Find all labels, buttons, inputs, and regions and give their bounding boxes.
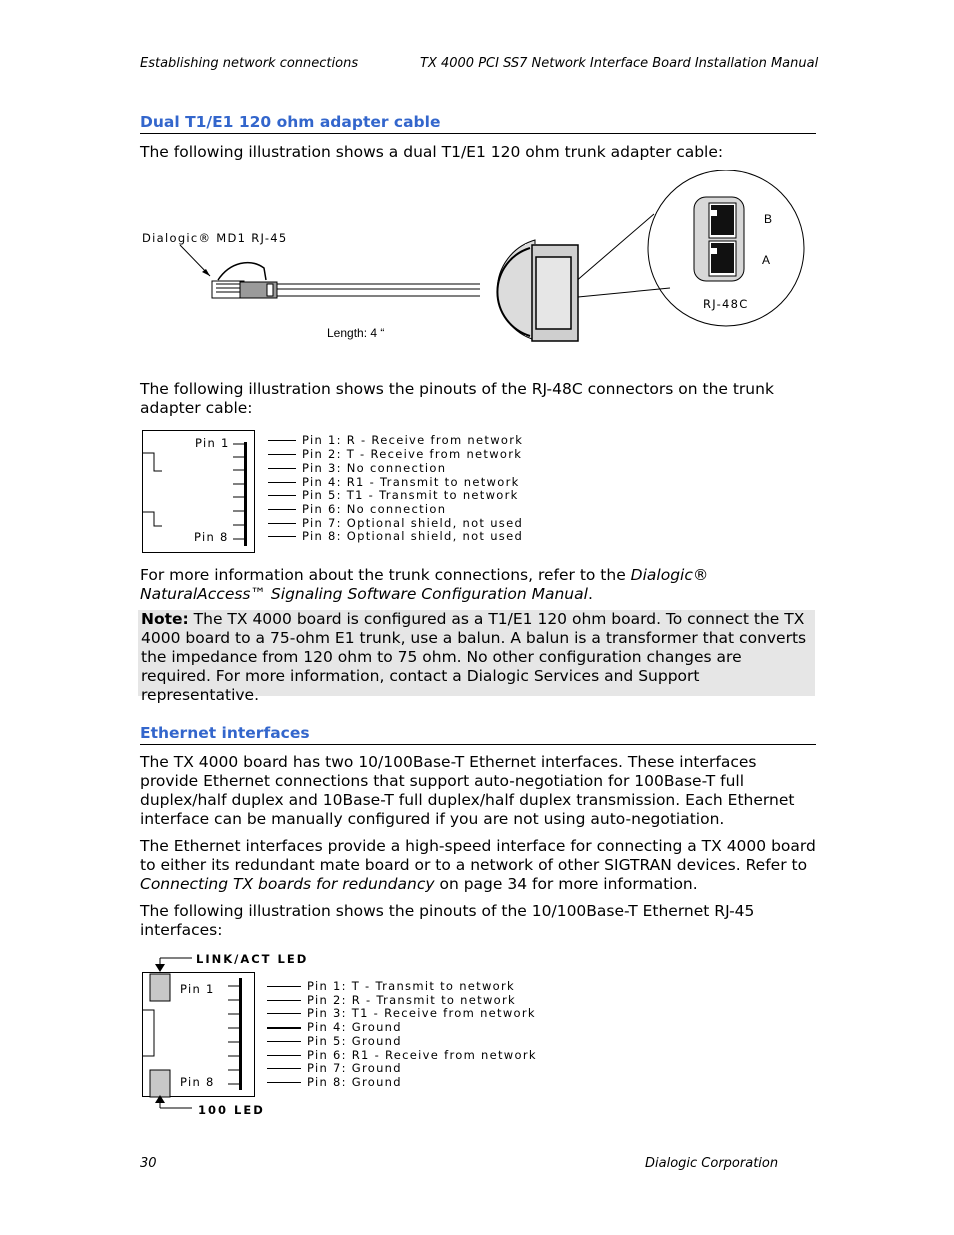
page-number: 30 [140, 1156, 157, 1171]
running-header-left: Establishing network connections [140, 56, 359, 71]
ethernet-paragraph-1: The TX 4000 board has two 10/100Base-T Ethernet interfaces. These interfaces provide Ethernet connections that support auto-negotiation for 100Base-T full duplex/half duplex and 10Base-T full duplex/half duplex transmission. Each Ethernet interface can be manually configured if you are not using auto-negotiation. [140, 753, 795, 828]
rj48c-pin-row: Pin 2: T - Receive from network [268, 448, 522, 461]
port-a-label: A [762, 253, 771, 267]
rj45-pin-row: Pin 8: Ground [267, 1076, 402, 1089]
jack2-pin-bottom-label: Pin 8 [180, 1075, 215, 1089]
note-text: The TX 4000 board is configured as a T1/E1 120 ohm board. To connect the TX 4000 board to a 75-ohm E1 trunk, use a balun. A balun is a transformer that converts the impedance from 120 ohm to 75 ohm. No other configuration changes are required. For more information, contact a Dialogic Services and Support representative. [141, 610, 807, 704]
rj45-pin-row: Pin 1: T - Transmit to network [267, 980, 515, 993]
link-act-led-label: LINK/ACT LED [196, 952, 309, 966]
100-led [150, 1070, 170, 1097]
rj45-jack-diagram [140, 950, 270, 1120]
port-b-label: B [764, 212, 773, 226]
jack-contact-bar [239, 978, 242, 1090]
pinout-intro-paragraph: The following illustration shows the pinouts of the RJ-48C connectors on the trunk adapter cable: [140, 380, 774, 417]
jack1-pin-top-label: Pin 1 [195, 436, 230, 450]
rj48c-pin-row: Pin 6: No connection [268, 503, 446, 516]
link-act-led [150, 974, 170, 1001]
jack2-pin-top-label: Pin 1 [180, 982, 215, 996]
rj48c-pin-row: Pin 8: Optional shield, not used [268, 530, 523, 543]
note-label: Note: [141, 610, 189, 628]
jack-contact-bar [244, 442, 247, 546]
footer-company: Dialogic Corporation [645, 1156, 779, 1171]
heading-rule [140, 133, 816, 134]
rj48c-pin-row: Pin 3: No connection [268, 462, 446, 475]
rj45-pin-row: Pin 6: R1 - Receive from network [267, 1049, 537, 1062]
rj48c-pin-row: Pin 7: Optional shield, not used [268, 517, 523, 530]
rj45-pin-row: Pin 7: Ground [267, 1062, 402, 1075]
rj48c-pin-row: Pin 1: R - Receive from network [268, 434, 523, 447]
rj45-pin-row: Pin 3: T1 - Receive from network [267, 1007, 536, 1020]
heading-rule [140, 744, 816, 745]
zoom-line-bottom [578, 288, 670, 297]
jack1-pin-bottom-label: Pin 8 [194, 530, 229, 544]
100-led-label: 100 LED [198, 1103, 265, 1117]
adapter-housing-face [536, 257, 571, 329]
plug-label: Dialogic® MD1 RJ-45 [142, 231, 288, 245]
connector-label: RJ-48C [703, 297, 749, 311]
rj45-plug [212, 263, 277, 298]
note-box [138, 610, 815, 704]
rj45-pin-row: Pin 4: Ground [267, 1021, 402, 1034]
section-heading-adapter-cable: Dual T1/E1 120 ohm adapter cable [140, 113, 441, 131]
rj45-pin-row: Pin 2: R - Transmit to network [267, 994, 516, 1007]
ethernet-paragraph-3: The following illustration shows the pinouts of the 10/100Base-T Ethernet RJ-45 interfaces: [140, 902, 755, 939]
rj48c-pin-row: Pin 5: T1 - Transmit to network [268, 489, 519, 502]
rj45-pin-row: Pin 5: Ground [267, 1035, 402, 1048]
link-led-arrow [155, 964, 165, 972]
cable-length-label: Length: 4 “ [327, 326, 385, 340]
config-manual-reference: Dialogic® NaturalAccess™ Signaling Software Configuration Manual [140, 566, 709, 603]
rj48c-pin-row: Pin 4: R1 - Transmit to network [268, 476, 520, 489]
rj48c-port-b [709, 203, 736, 238]
section-heading-ethernet: Ethernet interfaces [140, 724, 310, 742]
adapter-cable-diagram [140, 170, 820, 350]
cable-intro-paragraph: The following illustration shows a dual T1/E1 120 ohm trunk adapter cable: [140, 143, 724, 161]
running-header-right: TX 4000 PCI SS7 Network Interface Board Installation Manual [420, 56, 819, 71]
ethernet-paragraph-2: The Ethernet interfaces provide a high-speed interface for connecting a TX 4000 board to either its redundant mate board or to a network of other SIGTRAN devices. Refer to Connecting TX boards for redundancy on page 34 for more information. [140, 837, 816, 893]
rj48c-port-a [709, 241, 736, 276]
redundancy-reference: Connecting TX boards for redundancy [140, 875, 435, 893]
more-info-paragraph: For more information about the trunk connections, refer to the Dialogic® NaturalAccess™ Signaling Software Configuration Manual. [140, 566, 709, 603]
